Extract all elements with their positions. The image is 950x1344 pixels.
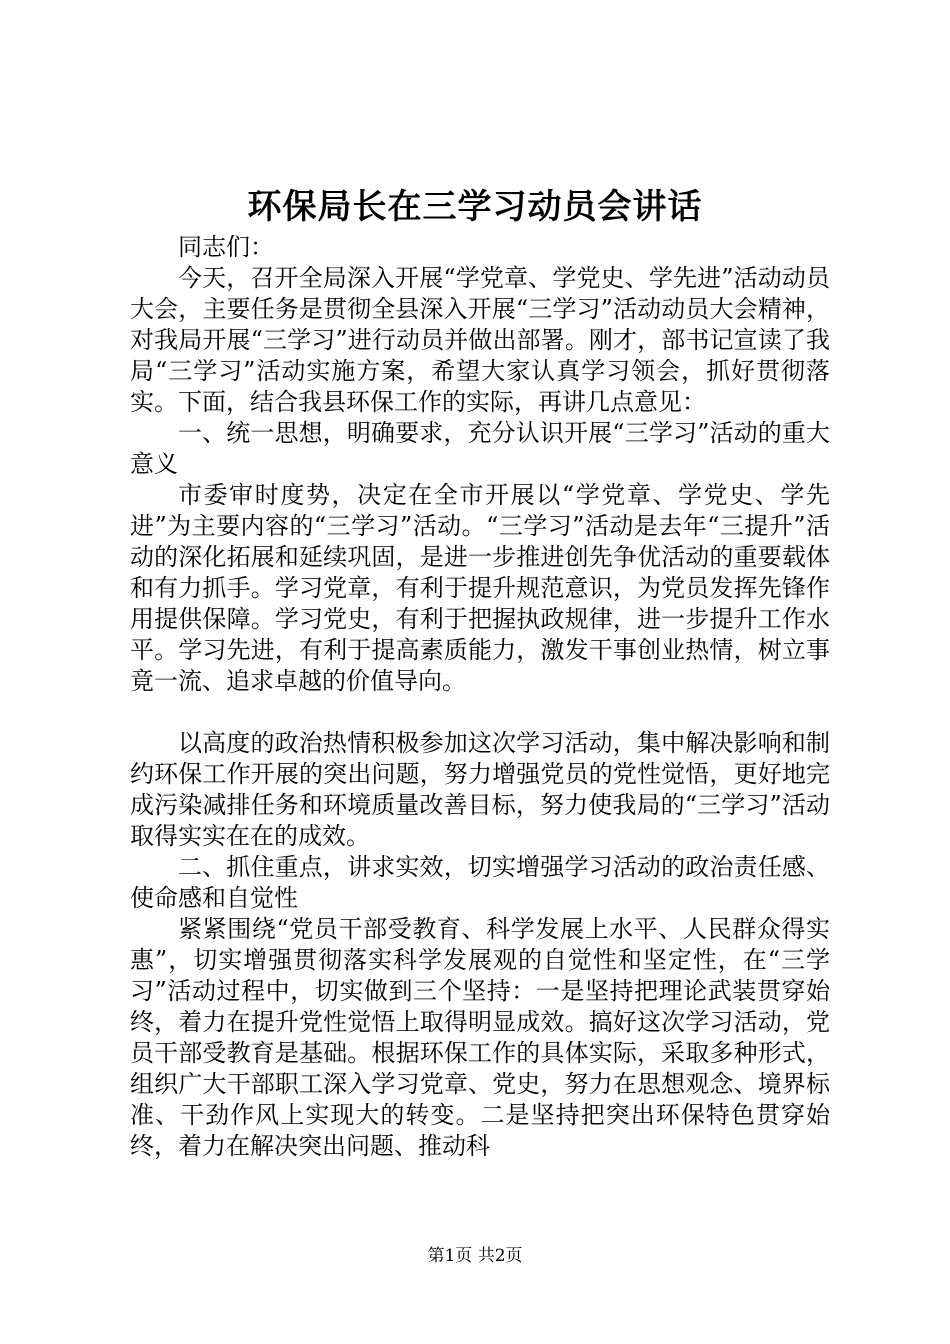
paragraph-significance: 市委审时度势，决定在全市开展以“学党章、学党史、学先进”为主要内容的“三学习”活动。“三学习”活动是去年“三提升”活动的深化拓展和延续巩固，是进一步推进创先争优活动的重要载体和有力抓手。学习党章，有利于提升规范意识，为党员发挥先锋作用提供保障。学习党史，有利于把握执政规律，进一步提升工作水平。学习先进，有利于提高素质能力，激发干事创业热情，树立事竟一流、追求卓越的价值导向。	[130, 481, 830, 695]
paragraph-participation: 以高度的政治热情积极参加这次学习活动，集中解决影响和制约环保工作开展的突出问题，努力增强党员的党性觉悟，更好地完成污染减排任务和环境质量改善目标，努力使我局的“三学习”活动取得实实在在的成效。	[130, 729, 830, 850]
section-heading-1: 一、统一思想，明确要求，充分认识开展“三学习”活动的重大意义	[130, 419, 830, 478]
section-heading-2: 二、抓住重点，讲求实效，切实增强学习活动的政治责任感、使命感和自觉性	[130, 853, 830, 912]
paragraph-intro: 今天，召开全局深入开展“学党章、学党史、学先进”活动动员大会，主要任务是贯彻全县深入开展“三学习”活动动员大会精神，对我局开展“三学习”进行动员并做出部署。刚才，部书记宣读了我局“三学习”活动实施方案，希望大家认真学习领会，抓好贯彻落实。下面，结合我县环保工作的实际，再讲几点意见：	[130, 264, 830, 416]
document-body	[130, 232, 830, 1162]
paragraph-focus: 紧紧围绕“党员干部受教育、科学发展上水平、人民群众得实惠”，切实增强贯彻落实科学发展观的自觉性和坚定性，在“三学习”活动过程中，切实做到三个坚持：一是坚持把理论武装贯穿始终，着力在提升党性觉悟上取得明显成效。搞好这次学习活动，党员干部受教育是基础。根据环保工作的具体实际，采取多种形式，组织广大干部职工深入学习党章、党史，努力在思想观念、境界标准、干劲作风上实现大的转变。二是坚持把突出环保特色贯穿始终，着力在解决突出问题、推动科	[130, 915, 830, 1160]
salutation: 同志们：	[178, 233, 274, 261]
document-title: 环保局长在三学习动员会讲话	[247, 187, 703, 227]
page-number-footer: 第1页 共2页	[427, 1246, 523, 1266]
